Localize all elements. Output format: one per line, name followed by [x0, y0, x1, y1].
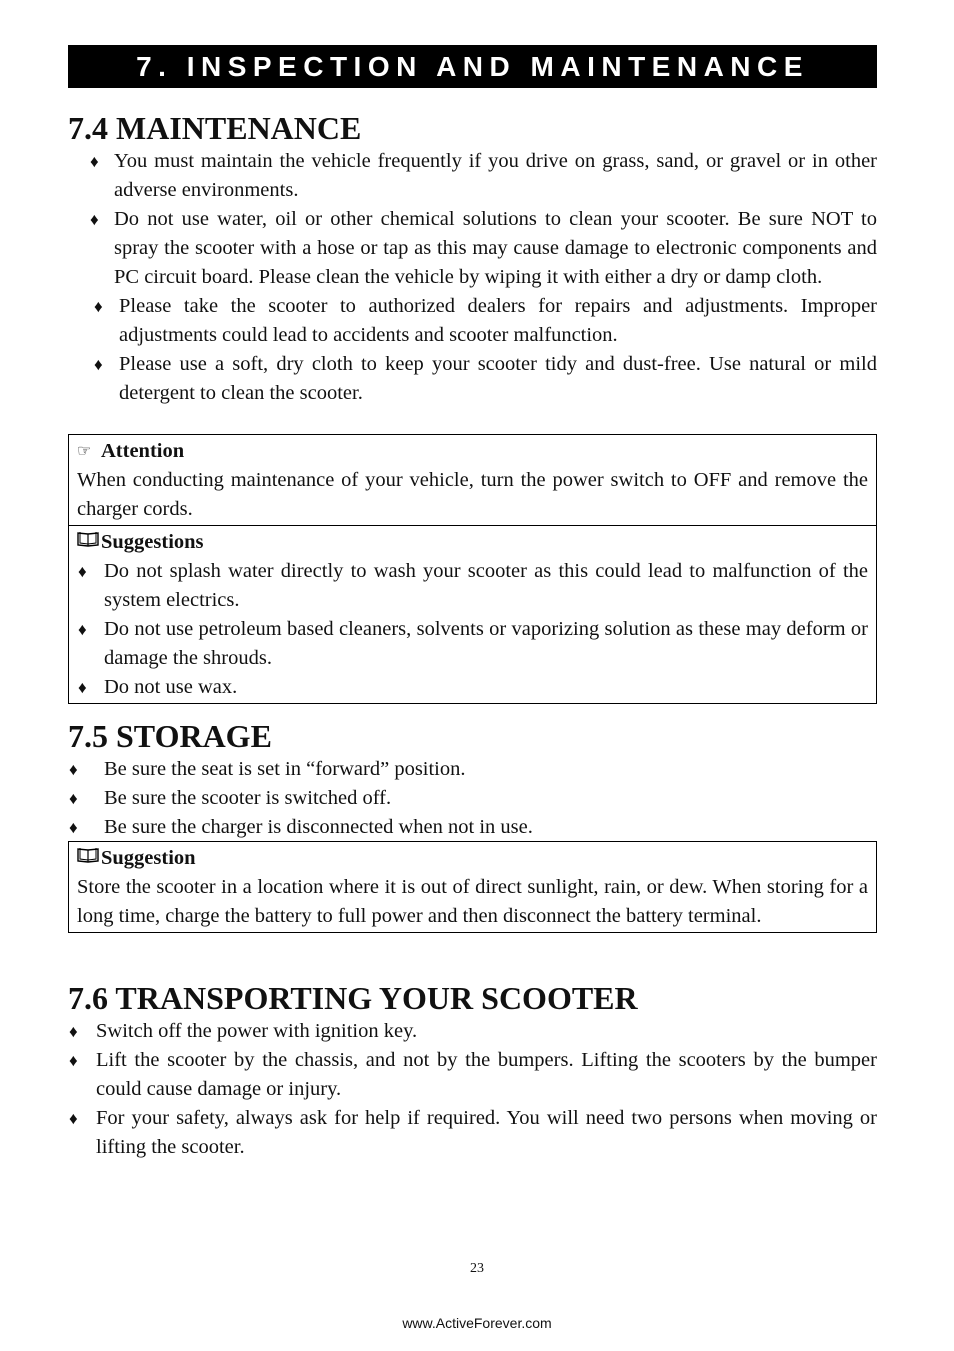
list-item: ♦ Be sure the charger is disconnected when not in use.	[68, 813, 877, 842]
suggestions-heading: Suggestions	[77, 528, 868, 557]
page-number: 23	[470, 1261, 484, 1276]
book-icon	[77, 528, 101, 557]
attention-suggestions-box	[68, 434, 877, 704]
diamond-bullet-icon: ♦	[78, 620, 87, 639]
pointing-hand-icon: ☞	[77, 443, 92, 460]
diamond-bullet-icon: ♦	[78, 678, 87, 697]
diamond-bullet-icon: ♦	[94, 297, 103, 316]
list-item: ♦ You must maintain the vehicle frequently if you drive on grass, sand, or gravel or in other adverse environments.	[90, 147, 877, 205]
storage-bullet-list	[68, 755, 877, 842]
attention-heading: ☞ Attention	[77, 437, 868, 466]
section-title-maintenance: 7.4 MAINTENANCE	[68, 110, 362, 146]
book-icon	[77, 844, 101, 873]
storage-suggestion-note	[69, 842, 876, 932]
attention-note	[69, 435, 876, 525]
diamond-bullet-icon: ♦	[69, 1109, 78, 1128]
maintenance-bullet-list	[90, 147, 877, 408]
section-title-transporting: 7.6 TRANSPORTING YOUR SCOOTER	[68, 980, 638, 1016]
diamond-bullet-icon: ♦	[69, 760, 78, 779]
attention-text: When conducting maintenance of your vehicle, turn the power switch to OFF and remove the charger cords.	[77, 469, 868, 520]
storage-suggestion-box	[68, 841, 877, 933]
list-item: ♦ Do not use petroleum based cleaners, solvents or vaporizing solution as these may deform or damage the shrouds.	[77, 615, 868, 673]
diamond-bullet-icon: ♦	[69, 1022, 78, 1041]
suggestions-list	[77, 557, 868, 702]
chapter-header-bar	[68, 45, 877, 88]
suggestions-note	[69, 525, 876, 703]
list-item: ♦ Do not splash water directly to wash your scooter as this could lead to malfunction of the system electrics.	[77, 557, 868, 615]
footer-website-url: www.ActiveForever.com	[402, 1315, 552, 1331]
list-item: ♦ Be sure the seat is set in “forward” position.	[68, 755, 877, 784]
suggestion-heading: Suggestion	[77, 844, 868, 873]
diamond-bullet-icon: ♦	[69, 789, 78, 808]
list-item: ♦ Please use a soft, dry cloth to keep your scooter tidy and dust-free. Use natural or mild detergent to clean the scooter.	[90, 350, 877, 408]
list-item: ♦ Switch off the power with ignition key.	[68, 1017, 877, 1046]
diamond-bullet-icon: ♦	[78, 562, 87, 581]
list-item: ♦ Please take the scooter to authorized dealers for repairs and adjustments. Improper adjustments could lead to accidents and scooter malfunction.	[90, 292, 877, 350]
list-item: ♦ Lift the scooter by the chassis, and not by the bumpers. Lifting the scooters by the bumper could cause damage or injury.	[68, 1046, 877, 1104]
list-item: ♦ Be sure the scooter is switched off.	[68, 784, 877, 813]
diamond-bullet-icon: ♦	[90, 210, 99, 229]
section-title-storage: 7.5 STORAGE	[68, 718, 272, 754]
diamond-bullet-icon: ♦	[90, 152, 99, 171]
diamond-bullet-icon: ♦	[69, 1051, 78, 1070]
list-item: ♦ For your safety, always ask for help if required. You will need two persons when moving or lifting the scooter.	[68, 1104, 877, 1162]
diamond-bullet-icon: ♦	[69, 818, 78, 837]
list-item: ♦ Do not use wax.	[77, 673, 868, 702]
diamond-bullet-icon: ♦	[94, 355, 103, 374]
transport-bullet-list	[68, 1017, 877, 1162]
list-item: ♦ Do not use water, oil or other chemical solutions to clean your scooter. Be sure NOT to spray the scooter with a hose or tap as this may cause damage to electronic components and PC circuit board. Please clean the vehicle by wiping it with either a dry or damp cloth.	[90, 205, 877, 292]
chapter-title: 7. INSPECTION AND MAINTENANCE	[136, 50, 809, 82]
storage-suggestion-text: Store the scooter in a location where it is out of direct sunlight, rain, or dew. When storing for a long time, charge the battery to full power and then disconnect the battery terminal.	[77, 876, 868, 927]
